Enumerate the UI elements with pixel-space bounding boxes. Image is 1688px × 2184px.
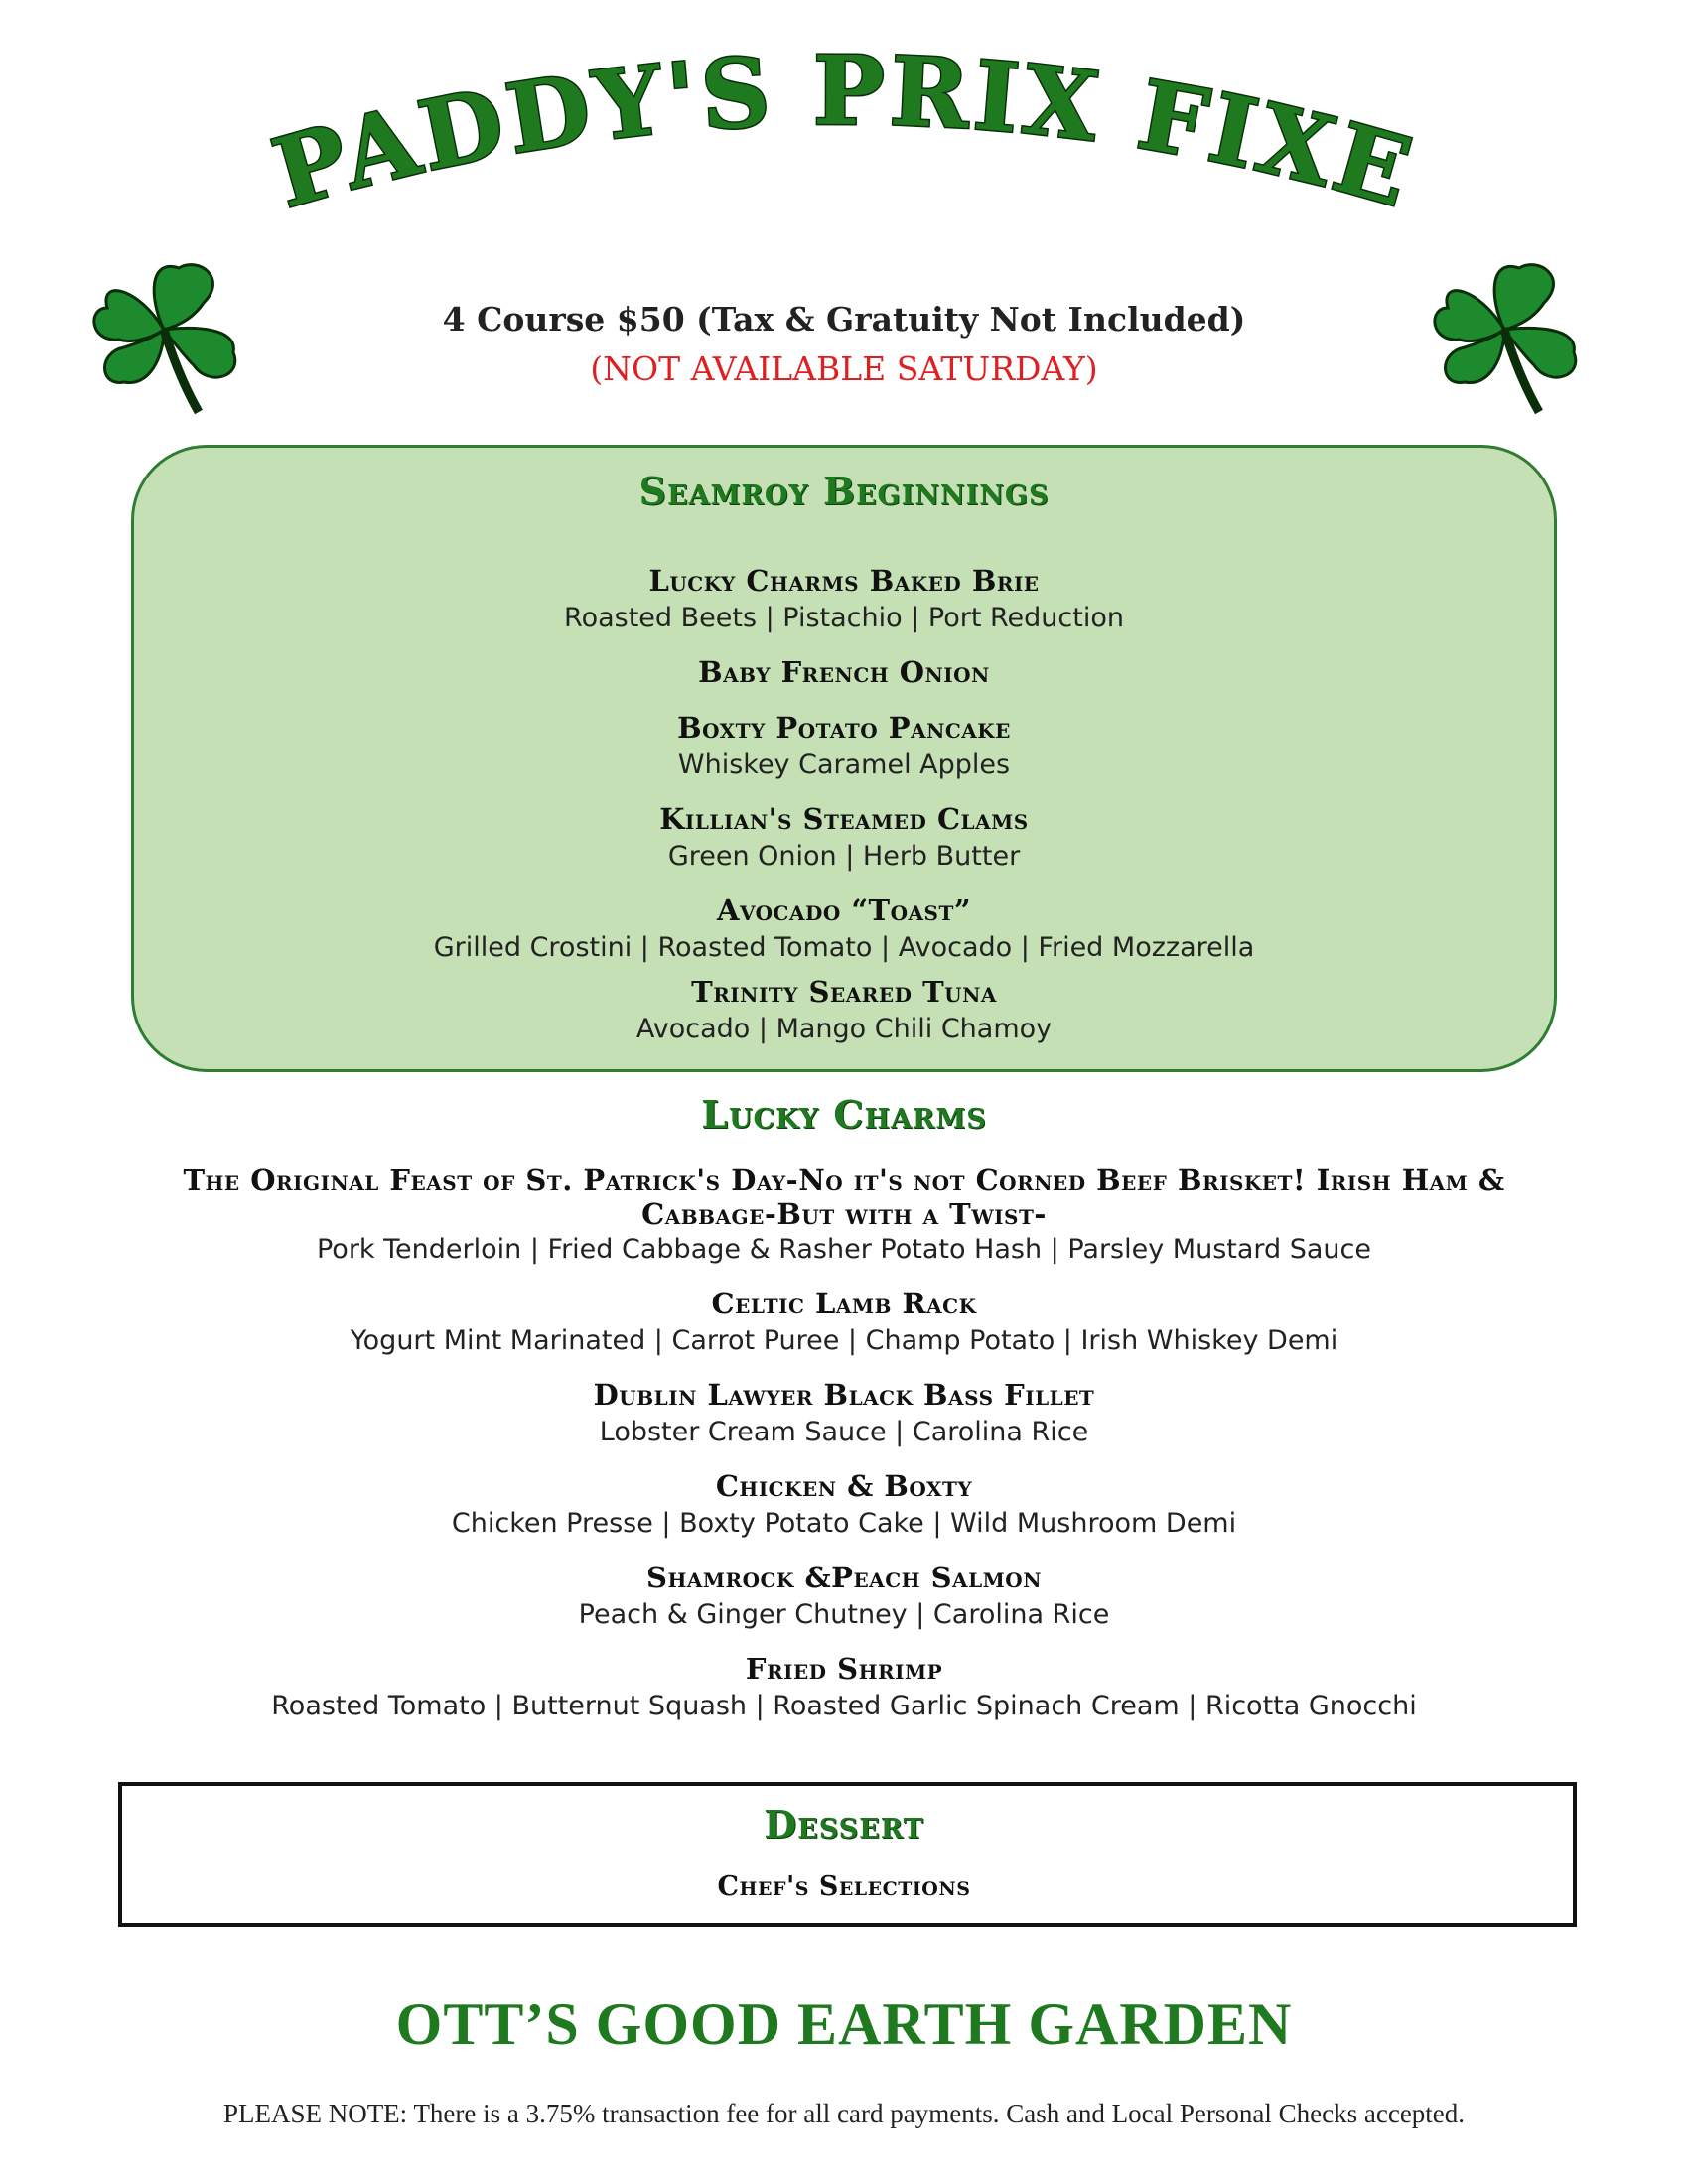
restaurant-name: OTT’S GOOD EARTH GARDEN	[395, 1991, 1293, 2057]
entree-name: Celtic Lamb Rack	[711, 1287, 977, 1320]
entree-name: Shamrock &Peach Salmon	[646, 1561, 1042, 1594]
starter-desc: Green Onion | Herb Butter	[667, 841, 1021, 872]
starter-desc: Roasted Beets | Pistachio | Port Reduction	[564, 603, 1124, 633]
dessert-heading: Dessert	[764, 1802, 924, 1846]
starter-name: Killian's Steamed Clams	[659, 802, 1029, 836]
entrees-heading: Lucky Charms	[701, 1092, 987, 1137]
entree-desc: Chicken Presse | Boxty Potato Cake | Wild Mushroom Demi	[451, 1508, 1237, 1539]
starter-name: Avocado “Toast”	[716, 893, 972, 927]
price-line: 4 Course $50 (Tax & Gratuity Not Included)	[442, 300, 1246, 339]
starter-desc: Whiskey Caramel Apples	[677, 750, 1011, 780]
svg-text:PADDY'S PRIX FIXE: PADDY'S PRIX FIXE	[261, 40, 1427, 230]
starters-heading: Seamroy Beginnings	[638, 469, 1050, 513]
payment-note: PLEASE NOTE: There is a 3.75% transaction fee for all card payments. Cash and Local Personal Checks accepted.	[222, 2099, 1466, 2128]
entree-name: Fried Shrimp	[745, 1652, 943, 1686]
entree-desc: Yogurt Mint Marinated | Carrot Puree | Champ Potato | Irish Whiskey Demi	[350, 1325, 1338, 1356]
entree-name: Chicken & Boxty	[715, 1469, 973, 1503]
starter-desc: Avocado | Mango Chili Chamoy	[635, 1014, 1053, 1044]
entree-desc: Roasted Tomato | Butternut Squash | Roasted Garlic Spinach Cream | Ricotta Gnocchi	[271, 1691, 1417, 1721]
entree-desc: Pork Tenderloin | Fried Cabbage & Rasher Potato Hash | Parsley Mustard Sauce	[316, 1234, 1372, 1265]
entree-name: The Original Feast of St. Patrick's Day-No it's not Corned Beef Brisket! Irish Ham & Cabbage-But with a Twist-	[183, 1163, 1505, 1231]
availability-notice: (NOT AVAILABLE SATURDAY)	[590, 349, 1098, 388]
dessert-item: Chef's Selections	[717, 1871, 971, 1902]
starter-name: Boxty Potato Pancake	[677, 711, 1011, 745]
entree-name: Dublin Lawyer Black Bass Fillet	[593, 1378, 1095, 1412]
starter-desc: Grilled Crostini | Roasted Tomato | Avocado | Fried Mozzarella	[433, 932, 1255, 963]
starter-name: Trinity Seared Tuna	[691, 975, 997, 1009]
starter-name: Baby French Onion	[698, 655, 990, 689]
starter-name: Lucky Charms Baked Brie	[648, 564, 1040, 598]
entree-desc: Peach & Ginger Chutney | Carolina Rice	[578, 1599, 1110, 1630]
entree-desc: Lobster Cream Sauce | Carolina Rice	[599, 1417, 1089, 1447]
